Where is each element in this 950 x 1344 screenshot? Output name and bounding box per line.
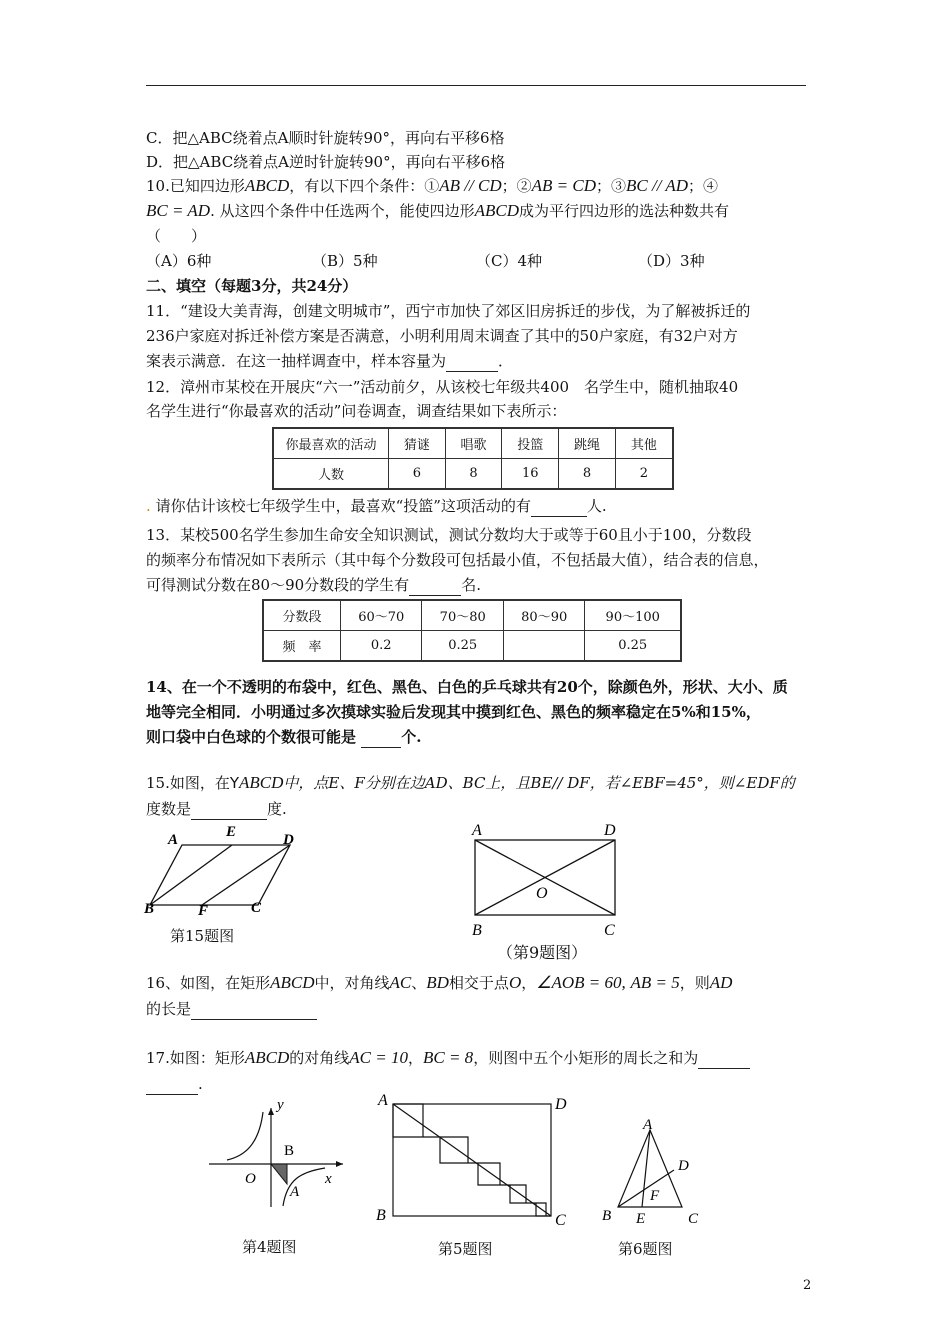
label-d: D <box>604 822 616 839</box>
q14-line3: 则口袋中白色球的个数很可能是 个. <box>146 728 422 746</box>
label-e: E <box>226 824 237 840</box>
fig5-caption: 第5题图 <box>438 1240 493 1258</box>
fig6-caption: 第6题图 <box>618 1240 673 1258</box>
q15-line2: 度数是 度. <box>146 800 287 818</box>
q10-opt-d: （D）3种 <box>638 252 705 270</box>
x-axis-arrow <box>336 1161 343 1167</box>
segment-df <box>202 845 290 905</box>
y-axis-arrow <box>268 1108 274 1115</box>
segment-ae <box>642 1130 650 1207</box>
label-f: F <box>650 1188 660 1204</box>
fig6-triangle <box>596 1112 716 1232</box>
label-a: A <box>168 832 179 848</box>
activity-table-row <box>273 459 673 490</box>
table-cell: 跳绳 <box>559 428 616 459</box>
table-cell: 唱歌 <box>445 428 502 459</box>
table-cell <box>503 631 584 662</box>
activity-table-header <box>273 428 673 459</box>
q14-line1: 14、在一个不透明的布袋中，红色、黑色、白色的乒乓球共有20个，除颜色外，形状、大小、质 <box>146 678 788 696</box>
q12-line1: 12．漳州市某校在开展庆“六一”活动前夕，从该校七年级共400 名学生中，随机抽取40 <box>146 378 739 396</box>
score-table-row <box>263 631 681 662</box>
q13-line2: 的频率分布情况如下表所示（其中每个分数段可包括最小值，不包括最大值），结合表的信息， <box>146 551 769 569</box>
label-a: A <box>472 822 482 839</box>
page-number: 2 <box>803 1278 812 1293</box>
label-c: C <box>555 1212 566 1229</box>
segment-bd <box>618 1170 674 1207</box>
table-cell: 2 <box>615 459 673 490</box>
table-cell: 6 <box>389 459 446 490</box>
fig9-rectangle <box>466 818 626 940</box>
score-table-header <box>263 600 681 631</box>
q17-line1: 17.如图：矩形ABCD的对角线AC = 10，BC = 8，则图中五个小矩形的周长之和为 <box>146 1048 750 1069</box>
table-cell: 80～90 <box>503 600 584 631</box>
q16-line1: 16、如图，在矩形ABCD中，对角线AC、BD相交于点O，∠AOB = 60, AB = 5，则AD <box>146 973 733 992</box>
label-d: D <box>678 1158 689 1174</box>
table-cell: 70～80 <box>422 600 503 631</box>
label-o: O <box>245 1171 256 1187</box>
option-d: D．把△ABC绕着点A逆时针旋转90°，再向右平移6格 <box>146 153 506 171</box>
q11-line2: 236户家庭对拆迁补偿方案是否满意，小明利用周末调查了其中的50户家庭，有32户对方 <box>146 327 738 345</box>
fig9-caption: （第9题图） <box>497 943 588 962</box>
label-b: B <box>602 1208 612 1224</box>
fig4-hyperbola <box>205 1102 355 1212</box>
label-b: B <box>472 922 482 939</box>
table-cell: 60～70 <box>341 600 422 631</box>
shaded-triangle <box>271 1164 287 1184</box>
table-cell: 8 <box>559 459 616 490</box>
table-cell: 0.25 <box>585 631 681 662</box>
label-e: E <box>636 1211 646 1227</box>
header-rule <box>146 85 806 86</box>
score-table <box>262 599 682 662</box>
q12-line2: 名学生进行“你最喜欢的活动”问卷调查，调查结果如下表所示： <box>146 402 567 420</box>
q10-opt-b: （B）5种 <box>312 252 378 270</box>
table-cell: 8 <box>445 459 502 490</box>
label-b: B <box>376 1207 386 1224</box>
label-c: C <box>688 1211 699 1227</box>
q11-line3: 案表示满意．在这一抽样调查中，样本容量为 ． <box>146 352 514 370</box>
section-2-title: 二、填空（每题3分，共24分） <box>146 277 358 295</box>
table-cell: 16 <box>502 459 559 490</box>
q10-opt-c: （C）4种 <box>476 252 543 270</box>
q10-line1: 10.已知四边形ABCD，有以下四个条件：①AB // CD；②AB = CD；③BC // AD；④ <box>146 176 719 195</box>
table-cell: 你最喜欢的活动 <box>273 428 389 459</box>
label-y: y <box>277 1102 284 1113</box>
label-d: D <box>555 1096 567 1113</box>
q12-line3: . 请你估计该校七年级学生中，最喜欢“投篮”这项活动的有 人. <box>146 497 607 515</box>
q15-line1: 15.如图，在YABCD中，点E、F分别在边AD、BC上，且BE// DF，若∠EBF=45°，则∠EDF的 <box>146 773 795 792</box>
q14-line2: 地等完全相同．小明通过多次摸球实验后发现其中摸到红色、黑色的频率稳定在5%和15%， <box>146 703 761 721</box>
table-cell: 分数段 <box>263 600 341 631</box>
segment-be <box>150 845 232 905</box>
table-cell: 人数 <box>273 459 389 490</box>
label-c: C <box>251 900 262 916</box>
label-a: A <box>378 1092 388 1109</box>
q17-line2: . <box>146 1074 203 1095</box>
table-cell: 投篮 <box>502 428 559 459</box>
option-c: C．把△ABC绕着点A顺时针旋转90°，再向右平移6格 <box>146 129 505 147</box>
diagonal-ac <box>393 1104 551 1216</box>
hyperbola-branch-upper <box>227 1112 263 1160</box>
table-cell: 频 率 <box>263 631 341 662</box>
label-x: x <box>325 1171 332 1187</box>
q10-line2: BC = AD. 从这四个条件中任选两个，能使四边形ABCD成为平行四边形的选法种数共有 <box>146 201 730 220</box>
q10-paren: （ ） <box>146 227 207 245</box>
fig15-caption: 第15题图 <box>170 927 235 945</box>
q10-opt-a: （A）6种 <box>146 252 212 270</box>
table-cell: 90～100 <box>585 600 681 631</box>
fig4-caption: 第4题图 <box>242 1238 297 1256</box>
label-c: C <box>604 922 615 939</box>
label-b: B <box>144 901 155 917</box>
table-cell: 0.2 <box>341 631 422 662</box>
activity-table <box>272 427 674 490</box>
table-cell: 其他 <box>615 428 673 459</box>
q11-line1: 11．“建设大美青海，创建文明城市”，西宁市加快了郊区旧房拆迁的步伐，为了解被拆迁的 <box>146 302 751 320</box>
label-o: O <box>536 885 548 902</box>
label-d: D <box>283 832 294 848</box>
fig5-rectangle-steps <box>368 1090 573 1230</box>
q13-line3: 可得测试分数在80～90分数段的学生有 名. <box>146 576 481 594</box>
q13-line1: 13．某校500名学生参加生命安全知识测试，测试分数均大于或等于60且小于100，分数段 <box>146 526 752 544</box>
label-a: A <box>643 1117 653 1133</box>
q16-line2: 的长是 <box>146 999 317 1020</box>
fig15-parallelogram <box>140 820 320 920</box>
label-f: F <box>198 903 209 919</box>
label-b: B <box>284 1143 295 1159</box>
table-cell: 猜谜 <box>389 428 446 459</box>
label-a: A <box>290 1184 300 1200</box>
table-cell: 0.25 <box>422 631 503 662</box>
